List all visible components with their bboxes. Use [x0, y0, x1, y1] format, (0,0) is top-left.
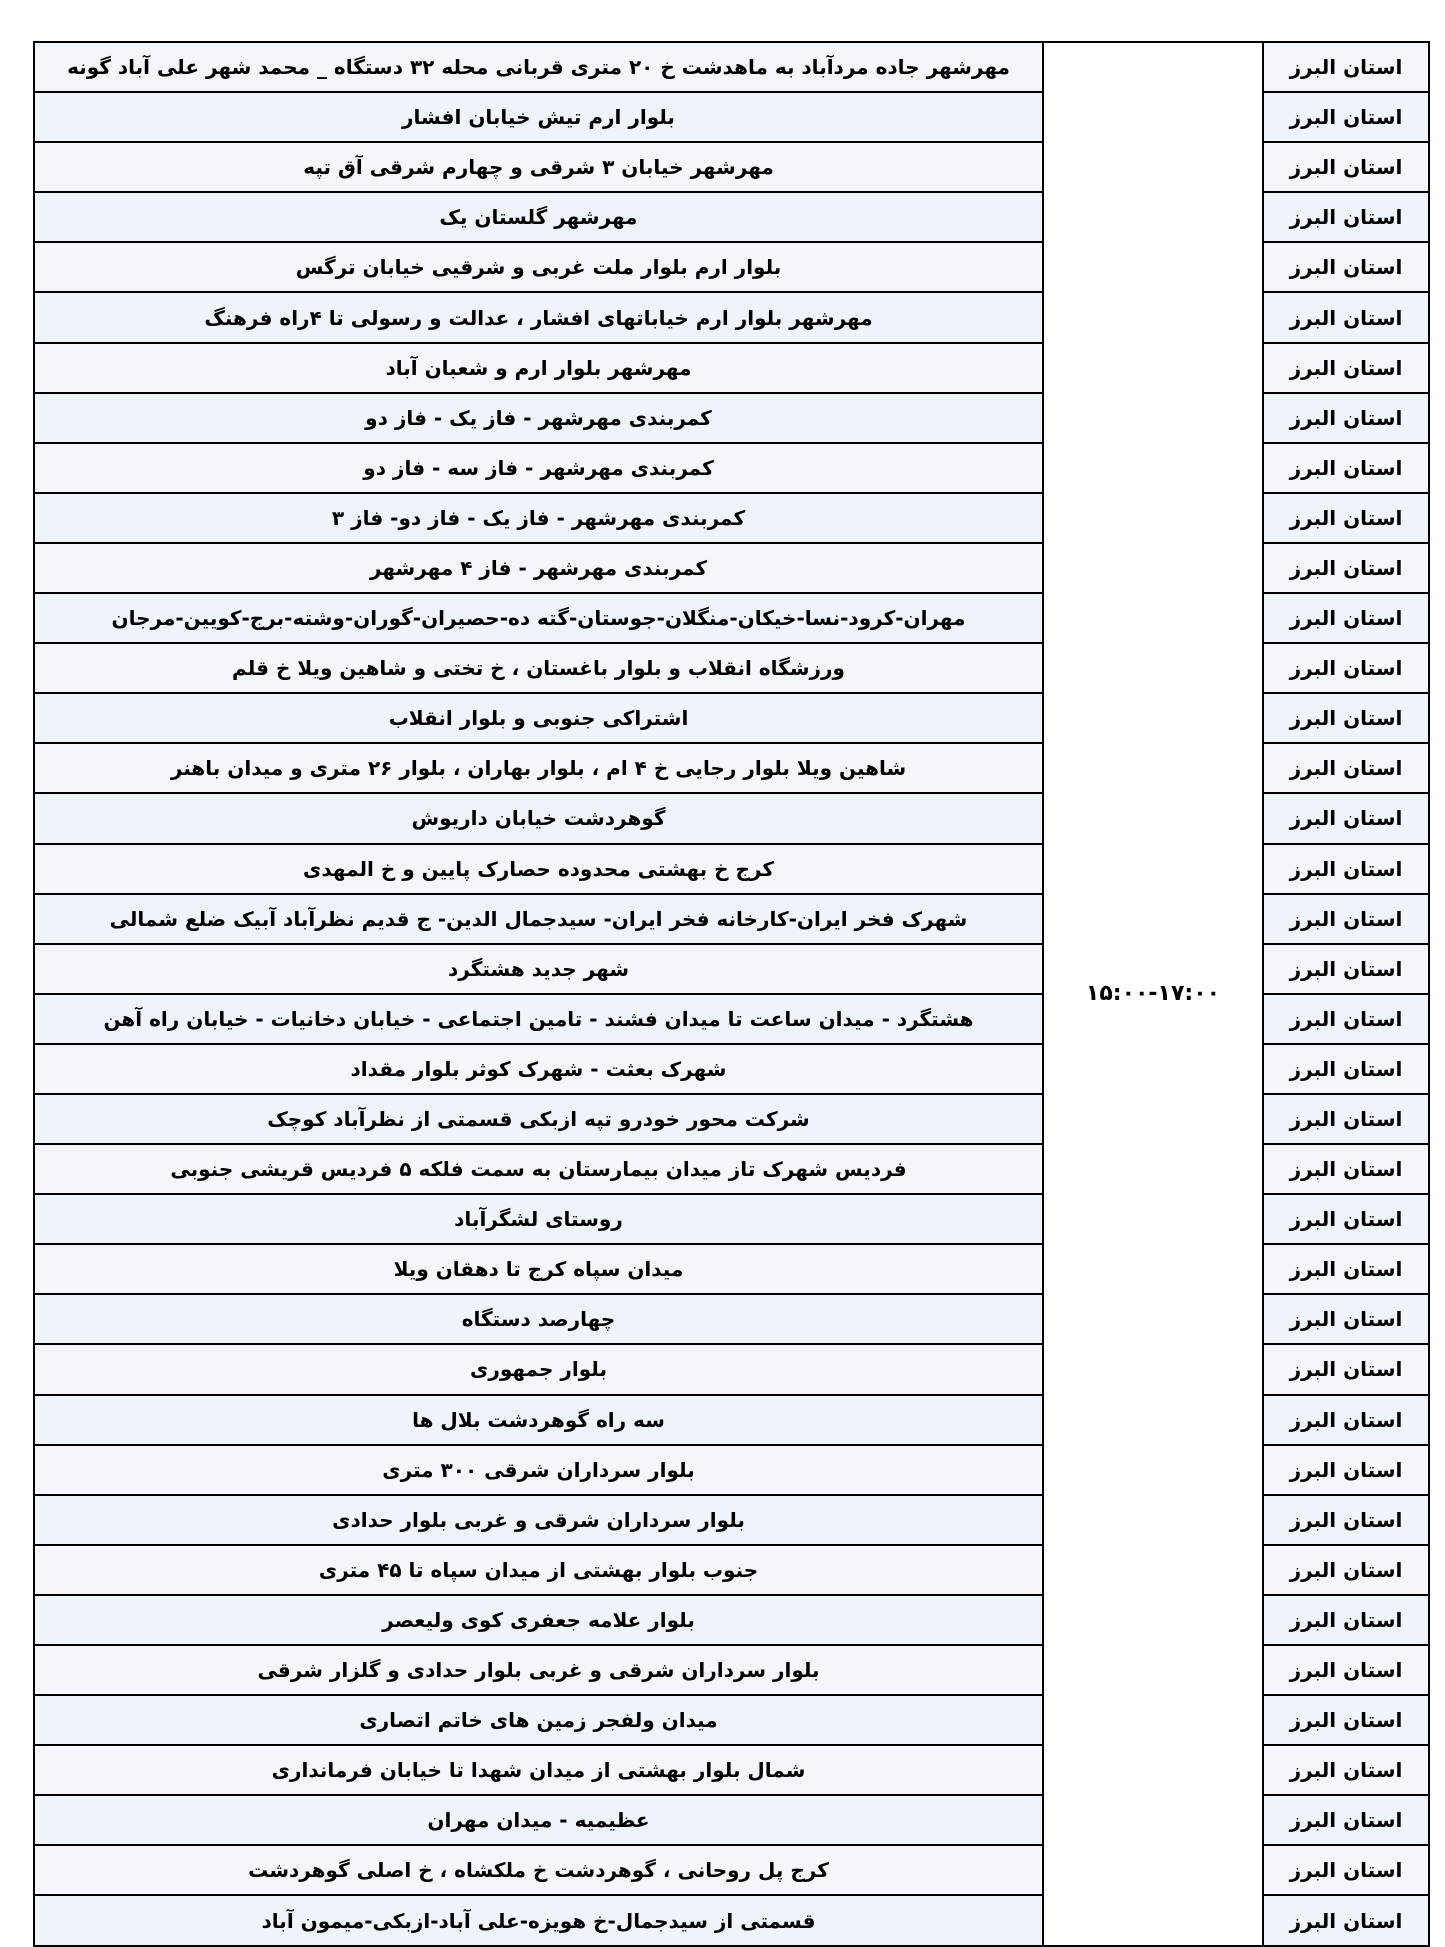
- area-cell: مهرشهر گلستان یک: [34, 192, 1043, 242]
- area-cell: مهرشهر جاده مردآباد به ماهدشت خ ۲۰ متری قربانی محله ۳۲ دستگاه _ محمد شهر علی آباد گونه: [34, 42, 1043, 92]
- area-cell: قسمتی از سیدجمال-خ هویزه-علی آباد-ازبکی-میمون آباد: [34, 1895, 1043, 1945]
- area-cell: ورزشگاه انقلاب و بلوار باغستان ، خ تختی و شاهین ویلا خ قلم: [34, 643, 1043, 693]
- area-cell: بلوار سرداران شرقی و غربی بلوار حدادی و گلزار شرقی: [34, 1645, 1043, 1695]
- province-cell: استان البرز: [1263, 1294, 1429, 1344]
- province-cell: استان البرز: [1263, 292, 1429, 342]
- province-cell: استان البرز: [1263, 1395, 1429, 1445]
- province-cell: استان البرز: [1263, 493, 1429, 543]
- area-cell: هشتگرد - میدان ساعت تا میدان فشند - تامین اجتماعی - خیابان دخانیات - خیابان راه آهن: [34, 994, 1043, 1044]
- province-cell: استان البرز: [1263, 343, 1429, 393]
- province-cell: استان البرز: [1263, 1895, 1429, 1945]
- province-cell: استان البرز: [1263, 1344, 1429, 1394]
- area-cell: شهر جدید هشتگرد: [34, 944, 1043, 994]
- province-cell: استان البرز: [1263, 1144, 1429, 1194]
- province-cell: استان البرز: [1263, 643, 1429, 693]
- province-cell: استان البرز: [1263, 894, 1429, 944]
- table-row: [34, 42, 1429, 92]
- area-cell: شهرک فخر ایران-کارخانه فخر ایران- سیدجمال الدین- ج قدیم نظرآباد آبیک ضلع شمالی: [34, 894, 1043, 944]
- province-cell: استان البرز: [1263, 92, 1429, 142]
- province-cell: استان البرز: [1263, 393, 1429, 443]
- area-cell: مهران-کرود-نسا-خیکان-منگلان-جوستان-گته ده-حصیران-گوران-وشته-برج-کویین-مرجان: [34, 593, 1043, 643]
- area-cell: مهرشهر بلوار ارم و شعبان آباد: [34, 343, 1043, 393]
- province-cell: استان البرز: [1263, 192, 1429, 242]
- province-cell: استان البرز: [1263, 1695, 1429, 1745]
- province-cell: استان البرز: [1263, 1795, 1429, 1845]
- area-cell: بلوار جمهوری: [34, 1344, 1043, 1394]
- area-cell: کمربندی مهرشهر - فاز سه - فاز دو: [34, 443, 1043, 493]
- province-cell: استان البرز: [1263, 543, 1429, 593]
- schedule-table-body: [34, 42, 1429, 1946]
- area-cell: کرج خ بهشتی محدوده حصارک پایین و خ المهدی: [34, 844, 1043, 894]
- province-cell: استان البرز: [1263, 1545, 1429, 1595]
- province-cell: استان البرز: [1263, 693, 1429, 743]
- area-cell: کمربندی مهرشهر - فاز ۴ مهرشهر: [34, 543, 1043, 593]
- area-cell: بلوار سرداران شرقی و غربی بلوار حدادی: [34, 1495, 1043, 1545]
- area-cell: میدان سپاه کرج تا دهقان ویلا: [34, 1244, 1043, 1294]
- area-cell: کمربندی مهرشهر - فاز یک - فاز دو- فاز ۳: [34, 493, 1043, 543]
- area-cell: میدان ولفجر زمین های خاتم اتصاری: [34, 1695, 1043, 1745]
- province-cell: استان البرز: [1263, 844, 1429, 894]
- province-cell: استان البرز: [1263, 1845, 1429, 1895]
- province-cell: استان البرز: [1263, 1595, 1429, 1645]
- province-cell: استان البرز: [1263, 1044, 1429, 1094]
- area-cell: روستای لشگرآباد: [34, 1194, 1043, 1244]
- area-cell: بلوار علامه جعفری کوی ولیعصر: [34, 1595, 1043, 1645]
- area-cell: شاهین ویلا بلوار رجایی خ ۴ ام ، بلوار بهاران ، بلوار ۲۶ متری و میدان باهنر: [34, 743, 1043, 793]
- province-cell: استان البرز: [1263, 42, 1429, 92]
- province-cell: استان البرز: [1263, 142, 1429, 192]
- province-cell: استان البرز: [1263, 1495, 1429, 1545]
- time-window-cell: ۱۵:۰۰-۱۷:۰۰: [1043, 42, 1263, 1946]
- province-cell: استان البرز: [1263, 1445, 1429, 1495]
- area-cell: عظیمیه - میدان مهران: [34, 1795, 1043, 1845]
- area-cell: کرج پل روحانی ، گوهردشت خ ملکشاه ، خ اصلی گوهردشت: [34, 1845, 1043, 1895]
- province-cell: استان البرز: [1263, 443, 1429, 493]
- area-cell: سه راه گوهردشت بلال ها: [34, 1395, 1043, 1445]
- area-cell: جنوب بلوار بهشتی از میدان سپاه تا ۴۵ متری: [34, 1545, 1043, 1595]
- area-cell: شمال بلوار بهشتی از میدان شهدا تا خیابان فرمانداری: [34, 1745, 1043, 1795]
- area-cell: بلوار ارم بلوار ملت غربی و شرقیی خیابان ترگس: [34, 242, 1043, 292]
- area-cell: اشتراکی جنوبی و بلوار انقلاب: [34, 693, 1043, 743]
- area-cell: مهرشهر بلوار ارم خیاباتهای افشار ، عدالت و رسولی تا ۴راه فرهنگ: [34, 292, 1043, 342]
- province-cell: استان البرز: [1263, 1194, 1429, 1244]
- area-cell: شهرک بعثت - شهرک کوثر بلوار مقداد: [34, 1044, 1043, 1094]
- province-cell: استان البرز: [1263, 593, 1429, 643]
- outage-schedule-table: [33, 41, 1430, 1947]
- province-cell: استان البرز: [1263, 1745, 1429, 1795]
- area-cell: فردیس شهرک تاز میدان بیمارستان به سمت فلکه ۵ فردیس قریشی جنوبی: [34, 1144, 1043, 1194]
- province-cell: استان البرز: [1263, 242, 1429, 292]
- province-cell: استان البرز: [1263, 1094, 1429, 1144]
- province-cell: استان البرز: [1263, 1244, 1429, 1294]
- province-cell: استان البرز: [1263, 1645, 1429, 1695]
- province-cell: استان البرز: [1263, 944, 1429, 994]
- area-cell: گوهردشت خیابان داریوش: [34, 793, 1043, 843]
- area-cell: کمربندی مهرشهر - فاز یک - فاز دو: [34, 393, 1043, 443]
- area-cell: شرکت محور خودرو تپه ازبکی قسمتی از نظرآباد کوچک: [34, 1094, 1043, 1144]
- province-cell: استان البرز: [1263, 994, 1429, 1044]
- area-cell: مهرشهر خیابان ۳ شرقی و چهارم شرقی آق تپه: [34, 142, 1043, 192]
- province-cell: استان البرز: [1263, 793, 1429, 843]
- area-cell: چهارصد دستگاه: [34, 1294, 1043, 1344]
- province-cell: استان البرز: [1263, 743, 1429, 793]
- area-cell: بلوار سرداران شرقی ۳۰۰ متری: [34, 1445, 1043, 1495]
- area-cell: بلوار ارم تیش خیابان افشار: [34, 92, 1043, 142]
